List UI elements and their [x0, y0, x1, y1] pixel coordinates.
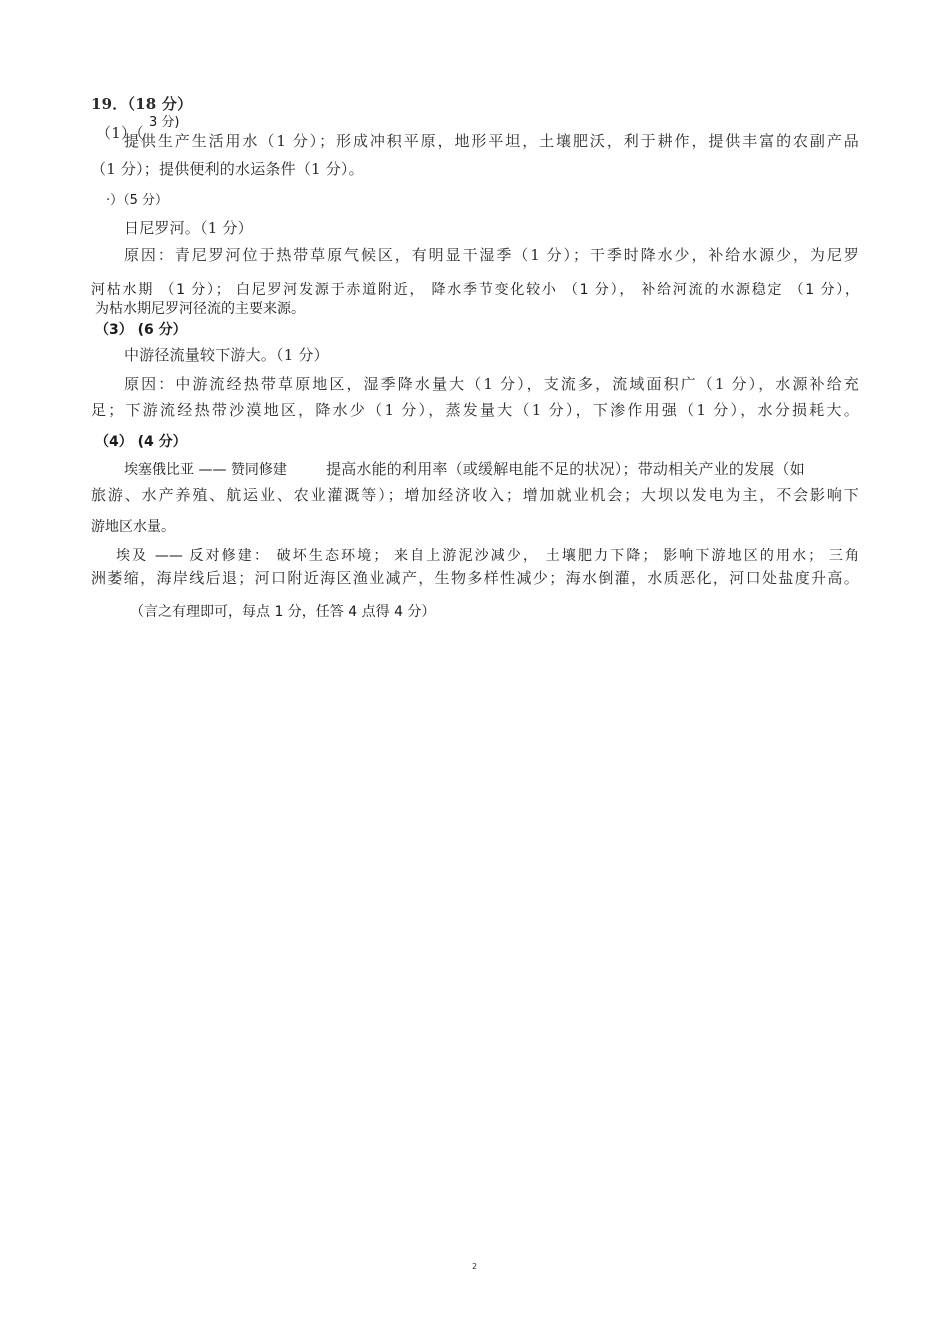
egypt-line-1: 埃及 —— 反对修建： 破坏生态环境； 来自上游泥沙减少， 土壤肥力下降； 影响下游地区的用水； 三角 [116, 548, 859, 564]
ethiopia-prefix: 埃塞俄比亚 —— 赞同修建 [124, 462, 287, 478]
part2-label: ·）（5 分） [106, 193, 169, 208]
part1-line-1: 提供生产生活用水（1 分）；形成冲积平原，地形平坦，土壤肥沃，利于耕作，提供丰富的农副产品 [124, 132, 859, 150]
question-header: 19．（18 分） [91, 95, 193, 113]
part4-label: （4） (4 分） [95, 434, 187, 450]
part1-score: 3 分) [149, 115, 180, 130]
part2-answer: 日尼罗河。（1 分） [124, 219, 253, 237]
ethiopia-line-2: 旅游、水产养殖、航运业、农业灌溉等）；增加经济收入；增加就业机会；大坝以发电为主，不会影响下 [91, 486, 859, 504]
part3-label: （3） (6 分） [95, 322, 187, 338]
ethiopia-line-1: 提高水能的利用率（或缓解电能不足的状况）；带动相关产业的发展（如 [326, 460, 805, 478]
part3-reason-line-2: 足；下游流经热带沙漠地区，降水少（1 分），蒸发量大（1 分），下渗作用强（1 分），水分损耗大。 [91, 401, 859, 419]
part2-reason-line-1: 原因：青尼罗河位于热带草原气候区，有明显干湿季（1 分）；干季时降水少，补给水源少，为尼罗 [124, 246, 859, 264]
ethiopia-line-3: 游地区水量。 [91, 519, 175, 535]
part2-reason-line-2: 河枯水期 （1 分）； 白尼罗河发源于赤道附近， 降水季节变化较小 （1 分）， 补给河流的水源稳定 （1 分）， [91, 282, 859, 298]
scoring-note: （言之有理即可，每点 1 分，任答 4 点得 4 分） [130, 604, 436, 620]
part3-answer: 中游径流量较下游大。（1 分） [124, 346, 329, 364]
part1-label: （1）（ [96, 124, 144, 142]
page-number: 2 [472, 1262, 478, 1271]
egypt-line-2: 洲萎缩，海岸线后退；河口附近海区渔业减产，生物多样性减少；海水倒灌，水质恶化，河口处盐度升高。 [91, 569, 859, 587]
part3-reason-line-1: 原因：中游流经热带草原地区，湿季降水量大（1 分），支流多，流域面积广（1 分），水源补给充 [124, 375, 859, 393]
part1-line-2: （1 分）；提供便利的水运条件（1 分）。 [91, 160, 364, 178]
part2-reason-line-3: 为枯水期尼罗河径流的主要来源。 [95, 301, 305, 317]
